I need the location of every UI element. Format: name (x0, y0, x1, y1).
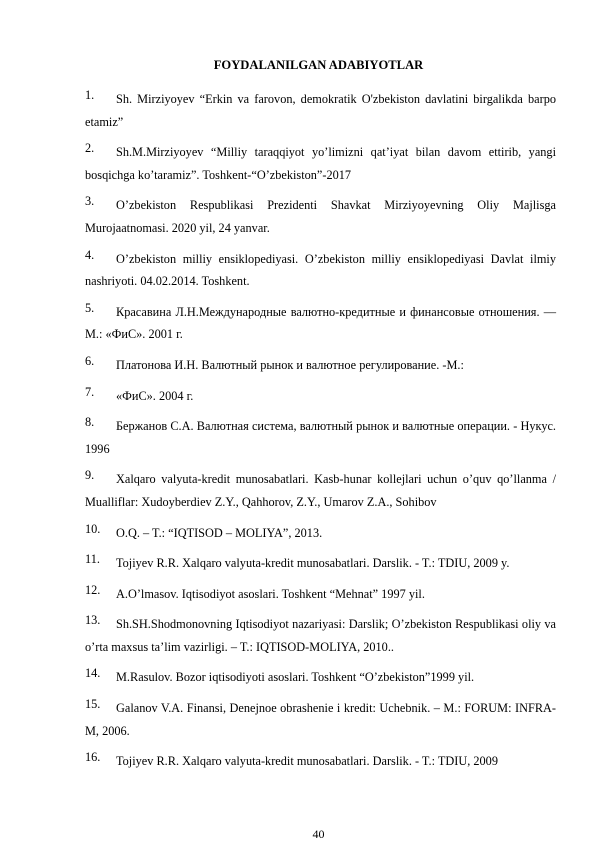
reference-item (85, 468, 556, 513)
reference-number: 9. (85, 468, 95, 483)
reference-item (85, 666, 556, 689)
page-number: 40 (312, 827, 325, 841)
reference-item (85, 385, 556, 408)
reference-text: O.Q. – T.: “IQTISOD – MOLIYA”, 2013. (116, 525, 323, 540)
reference-text: Бержанов С.А. Валютная система, валютный рынок и валютные операции. - Нукус. 1996 (85, 419, 556, 456)
reference-number: 16. (85, 750, 101, 765)
reference-text: O’zbekiston milliy ensiklopediyasi. O’zbekiston milliy ensiklopediyasi Davlat ilmiy nashriyoti. 04.02.2014. Toshkent. (85, 251, 556, 289)
reference-item (85, 697, 556, 742)
reference-item (85, 552, 556, 575)
reference-number: 8. (85, 415, 95, 430)
reference-number: 14. (85, 666, 101, 681)
reference-text: Sh.SH.Shodmonovning Iqtisodiyot nazariyasi: Darslik; O’zbekiston Respublikasi oliy va o’rta maxsus ta’lim vazirligi. – T.: IQTISOD-MOLIYA, 2010.. (85, 617, 556, 654)
reference-item (85, 750, 556, 773)
reference-number: 3. (85, 194, 95, 209)
reference-item (85, 583, 556, 606)
page-title: FOYDALANILGAN ADABIYOTLAR (213, 58, 424, 72)
reference-text: Tojiyev R.R. Xalqaro valyuta-kredit munosabatlari. Darslik. - T.: TDIU, 2009 y. (116, 556, 510, 571)
reference-text: Xalqaro valyuta-kredit munosabatlari. Kasb-hunar kollejlari uchun o’quv qo’llanma / Mualliflar: Xudoyberdiev Z.Y., Qahhorov, Z.Y., Umarov Z.A., Sohibov (85, 472, 556, 509)
reference-number: 1. (85, 88, 95, 102)
reference-item (85, 354, 556, 377)
reference-number: 2. (85, 141, 95, 156)
reference-text: Sh. Mirziyoyev “Erkin va farovon, demokratik O'zbekiston davlatini birgalikda barpo etamiz” (85, 92, 556, 129)
reference-item (85, 194, 556, 239)
reference-item (85, 88, 556, 133)
reference-number: 11. (85, 552, 100, 567)
reference-number: 13. (85, 613, 101, 628)
reference-text: «ФиС». 2004 г. (116, 388, 194, 403)
reference-number: 5. (85, 300, 95, 315)
reference-text: Платонова И.Н. Валютный рынок и валютное регулирование. -М.: (116, 357, 464, 372)
reference-item (85, 415, 556, 460)
reference-item (85, 301, 556, 346)
reference-item (85, 141, 556, 186)
reference-number: 6. (85, 353, 95, 368)
reference-item (85, 522, 556, 545)
reference-number: 12. (85, 582, 101, 597)
reference-text: Sh.M.Mirziyoyev “Milliy taraqqiyot yo’limizni qat’iyat bilan davom ettirib, yangi bosqichga ko’taramiz”. Toshkent-“O’zbekiston”-2017 (85, 145, 556, 182)
reference-list (85, 88, 556, 781)
reference-text: A.O’lmasov. Iqtisodiyot asoslari. Toshkent “Mehnat” 1997 yil. (116, 586, 425, 601)
reference-text: O’zbekiston Respublikasi Prezidenti Shavkat Mirziyoyevning Oliy Majlisga Murojaatnomasi. 2020 yil, 24 yanvar. (85, 198, 556, 235)
reference-number: 15. (85, 697, 101, 712)
reference-item (85, 248, 556, 293)
reference-text: Красавина Л.Н.Международные валютно-кредитные и финансовые отношения. —М.: «ФиС». 2001 г. (85, 304, 556, 342)
reference-number: 10. (85, 521, 101, 536)
reference-text: Tojiyev R.R. Xalqaro valyuta-kredit munosabatlari. Darslik. - T.: TDIU, 2009 (116, 754, 498, 769)
reference-number: 7. (85, 384, 95, 399)
reference-item (85, 613, 556, 658)
reference-text: Galanov V.A. Finansi, Denejnoe obrashenie i kredit: Uchebnik. – M.: FORUM: INFRA-M, 2006. (85, 701, 556, 738)
reference-number: 4. (85, 247, 95, 262)
reference-text: M.Rasulov. Bozor iqtisodiyoti asoslari. Toshkent “O’zbekiston”1999 yil. (116, 670, 475, 685)
